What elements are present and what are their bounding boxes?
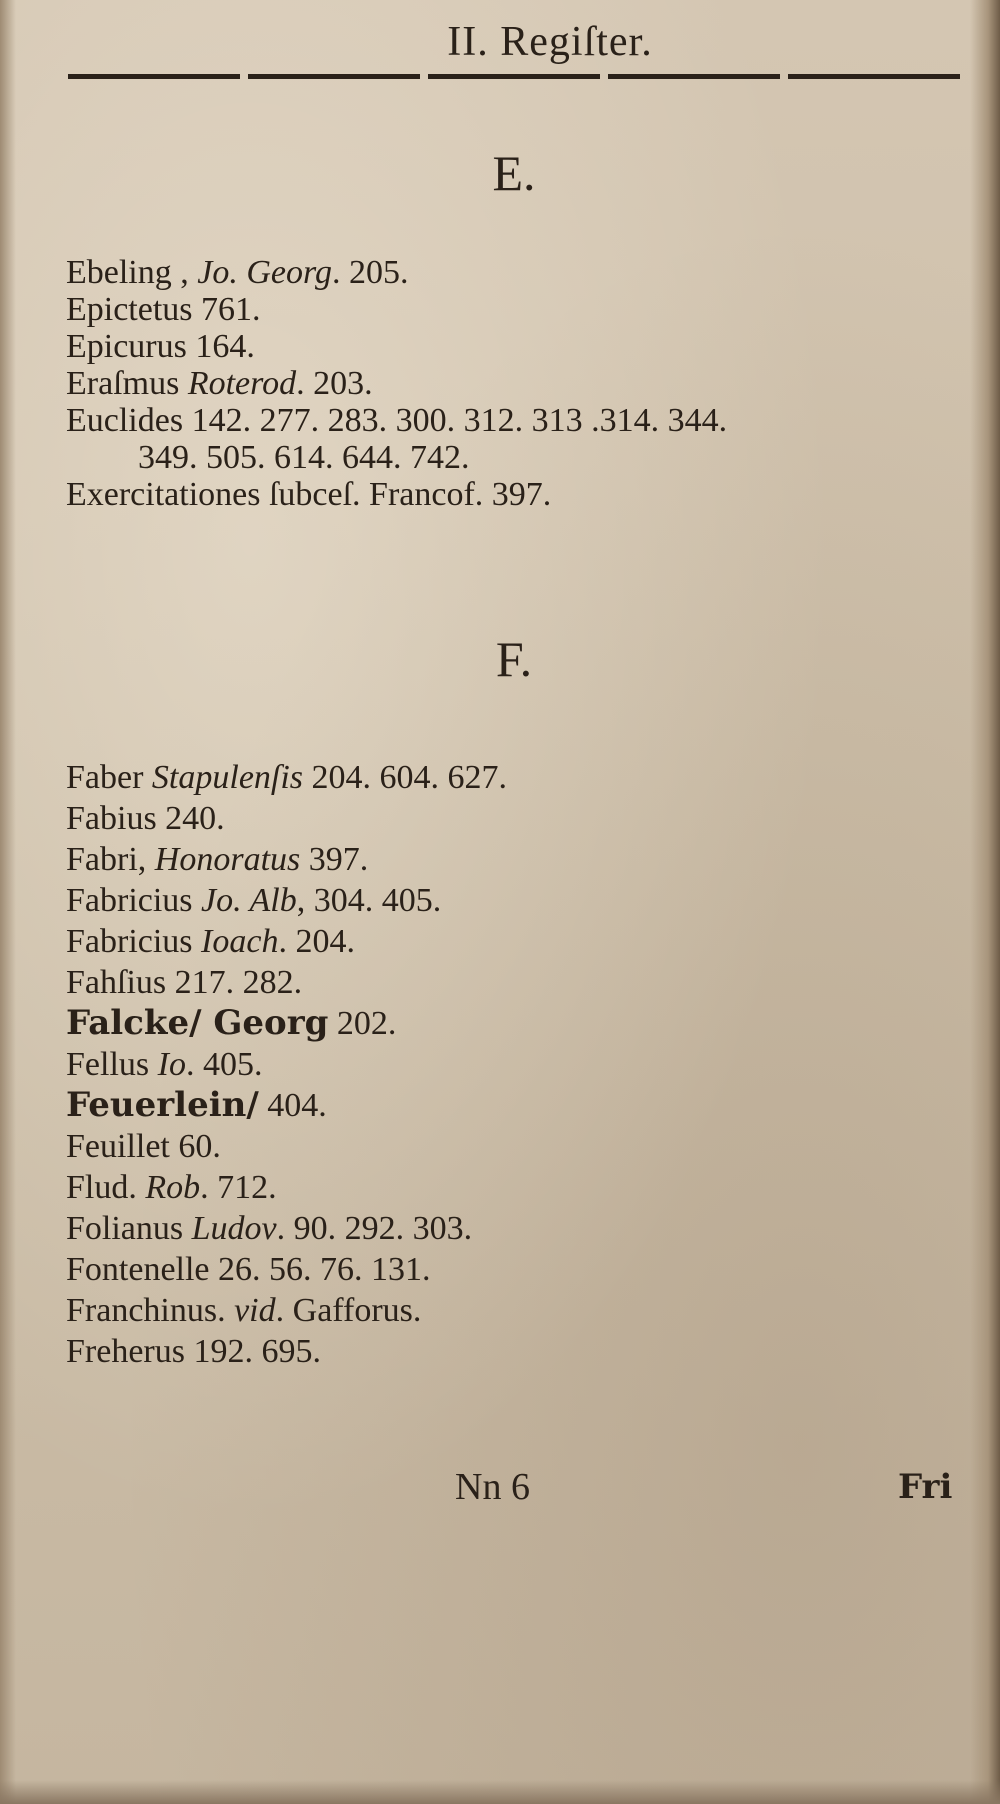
running-head: [0, 18, 1000, 66]
entry-blackletter-text: Falcke/ Georg: [66, 1003, 329, 1043]
index-entries-e: [66, 254, 966, 513]
section-letter-f: F.: [495, 631, 533, 687]
entry-text: Epicurus 164.: [66, 328, 255, 365]
index-entry: [66, 1208, 966, 1249]
running-title: II. Regiſter.: [447, 19, 653, 65]
index-entry: [66, 1126, 966, 1167]
entry-italic-text: Stapulenſis: [151, 759, 304, 796]
index-entry: [66, 254, 966, 291]
entry-text: Freherus 192. 695.: [66, 1333, 321, 1370]
entry-italic-text: Io: [157, 1046, 186, 1083]
entry-text: Fellus: [66, 1046, 158, 1083]
index-entry: [66, 880, 966, 921]
index-entry: [66, 798, 966, 839]
index-entry: [66, 962, 966, 1003]
signature-mark: Nn 6: [455, 1466, 530, 1508]
entry-text: Folianus: [66, 1210, 192, 1247]
index-entry: [66, 291, 966, 328]
entry-text: Fabricius: [66, 882, 202, 919]
index-entry: [66, 757, 966, 798]
entry-italic-text: Honoratus: [154, 841, 301, 878]
entry-text: Euclides 142. 277. 283. 300. 312. 313 .314. 344.: [66, 402, 728, 439]
entry-text: Fabri,: [66, 841, 155, 878]
index-entry: [66, 839, 966, 880]
index-entry: [66, 1003, 966, 1044]
index-entry: [66, 1249, 966, 1290]
entry-text: Flud.: [66, 1169, 146, 1206]
section-letter-e: E.: [492, 145, 536, 201]
entry-italic-text: Ioach: [201, 923, 279, 960]
index-entry: [66, 365, 966, 402]
entry-text: Feuillet 60.: [66, 1128, 221, 1165]
entry-text: . 203.: [296, 365, 373, 402]
entry-text: Faber: [66, 759, 152, 796]
header-rule: [68, 74, 963, 79]
entry-text: Ebeling ,: [66, 254, 198, 291]
index-entry: [66, 1167, 966, 1208]
page-right-edge: [970, 0, 1000, 1804]
index-entry: [66, 402, 966, 439]
entry-text: . 405.: [185, 1046, 263, 1083]
catchword: Fri: [898, 1467, 953, 1507]
index-entry: [66, 1331, 966, 1372]
page-bottom-edge: [0, 1780, 1000, 1804]
entry-text: Eraſmus: [66, 365, 188, 402]
index-entry: [66, 921, 966, 962]
entry-italic-text: Rob: [145, 1169, 201, 1206]
entry-text: 397.: [300, 841, 369, 878]
entry-italic-text: Ludov: [191, 1210, 277, 1247]
index-entry: [66, 476, 966, 513]
entry-text: , 304. 405.: [296, 882, 442, 919]
entry-text: . 205.: [331, 254, 409, 291]
index-entries-f: [66, 757, 966, 1372]
entry-blackletter-text: Feuerlein/: [66, 1085, 259, 1125]
entry-text: . 90. 292. 303.: [276, 1210, 473, 1247]
entry-italic-text: vid: [234, 1292, 276, 1329]
entry-text: 404.: [258, 1087, 327, 1124]
entry-text: Fahſius 217. 282.: [66, 964, 303, 1001]
page-left-edge: [0, 0, 16, 1804]
entry-text: 204. 604. 627.: [303, 759, 508, 796]
index-entry: [66, 1085, 966, 1126]
entry-text: Fontenelle 26. 56. 76. 131.: [66, 1251, 431, 1288]
entry-text: Exercitationes ſubceſ. Francof. 397.: [66, 476, 552, 513]
entry-text: Fabius 240.: [66, 800, 225, 837]
entry-italic-text: Jo. Georg: [197, 254, 332, 291]
entry-text: Epictetus 761.: [66, 291, 261, 328]
index-entry: [66, 1044, 966, 1085]
catchline: [0, 1465, 1000, 1515]
entry-text: . Gafforus.: [275, 1292, 422, 1329]
entry-text: Franchinus.: [66, 1292, 235, 1329]
entry-text: Fabricius: [66, 923, 202, 960]
entry-text: 349. 505. 614. 644. 742.: [138, 439, 470, 476]
index-entry: [66, 328, 966, 365]
index-entry: [66, 1290, 966, 1331]
entry-text: . 712.: [200, 1169, 277, 1206]
entry-italic-text: Roterod: [187, 365, 297, 402]
entry-text: 202.: [328, 1005, 397, 1042]
entry-italic-text: Jo. Alb: [201, 882, 297, 919]
index-entry-continuation: [66, 439, 966, 476]
entry-text: . 204.: [278, 923, 355, 960]
